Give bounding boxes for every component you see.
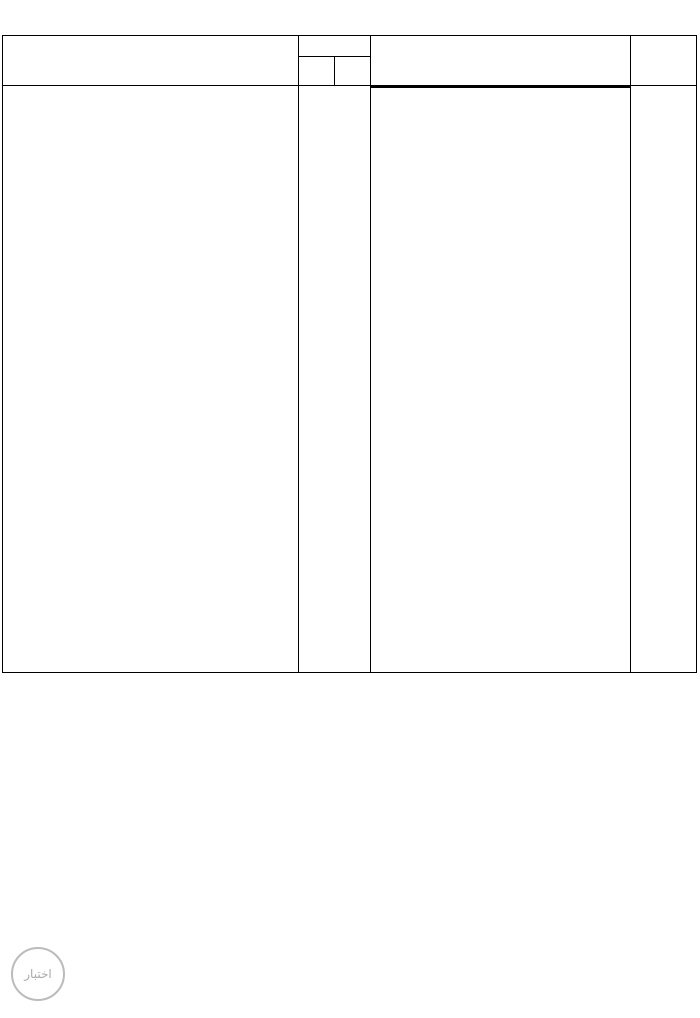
header-gender-title (299, 36, 370, 57)
header-requirements (3, 36, 299, 86)
requirements-cell (3, 86, 299, 673)
watermark-logo (8, 944, 68, 1004)
header-location (371, 36, 631, 86)
svg-text:اختبار: اختبار (24, 967, 52, 981)
gender-count-cell (299, 86, 371, 673)
jobs-table (2, 35, 697, 673)
header-code (631, 36, 697, 86)
table-header-row (3, 36, 697, 86)
job-row (3, 86, 697, 673)
header-female (334, 57, 370, 85)
header-gender (299, 36, 371, 86)
location-cell (371, 86, 631, 673)
job-code-cell (631, 86, 697, 673)
header-male (299, 57, 334, 85)
job-continuation (631, 156, 696, 406)
